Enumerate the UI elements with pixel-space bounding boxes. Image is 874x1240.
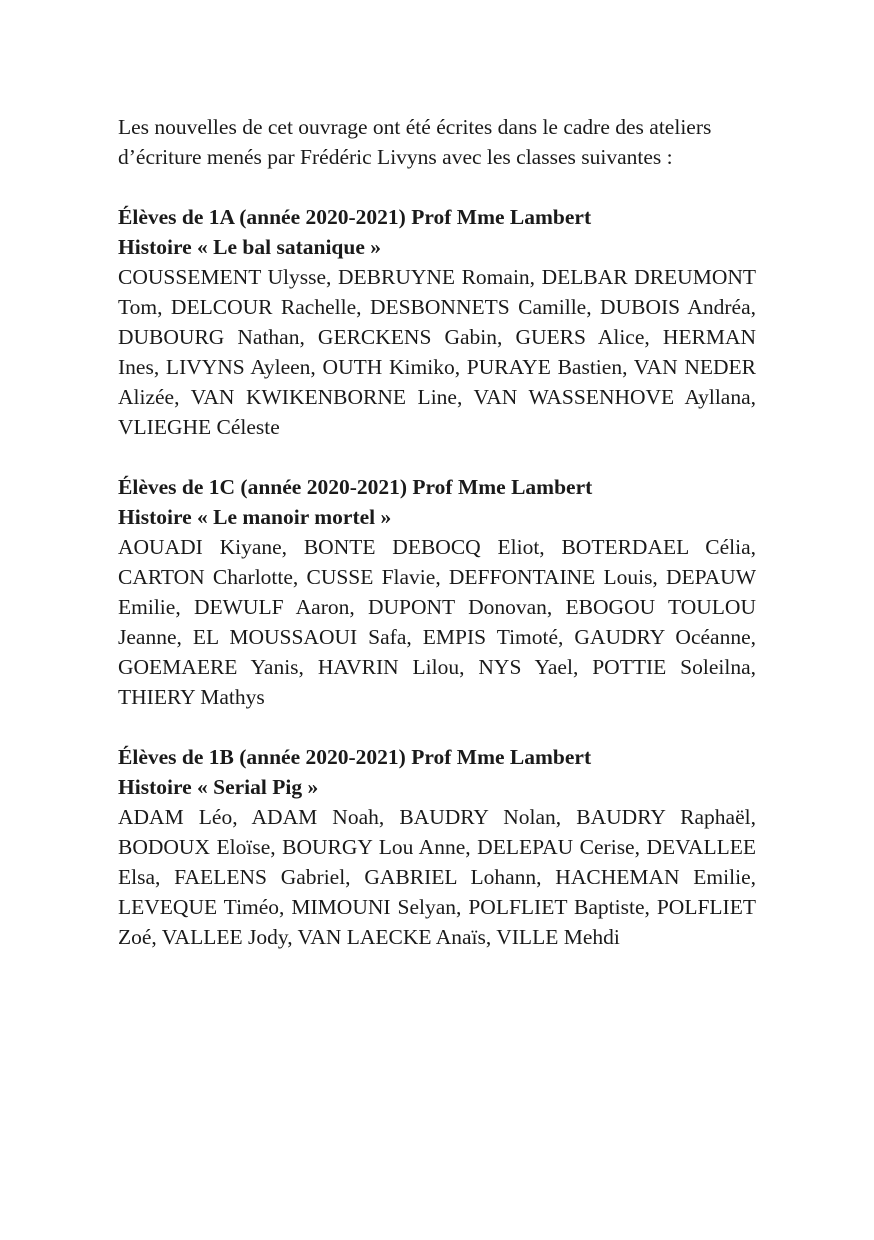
class-section-1a [118,202,756,442]
section-heading: Élèves de 1C (année 2020-2021) Prof Mme Lambert [118,475,593,499]
intro-paragraph: Les nouvelles de cet ouvrage ont été écrites dans le cadre des ateliers d’écriture menés par Frédéric Livyns avec les classes suivantes : [118,115,712,169]
section-heading: Élèves de 1A (année 2020-2021) Prof Mme Lambert [118,205,592,229]
class-section-1c [118,472,756,712]
section-heading: Élèves de 1B (année 2020-2021) Prof Mme Lambert [118,745,592,769]
student-names: ADAM Léo, ADAM Noah, BAUDRY Nolan, BAUDRY Raphaël, BODOUX Eloïse, BOURGY Lou Anne, DELEPAU Cerise, DEVALLEE Elsa, FAELENS Gabriel, GABRIEL Lohann, HACHEMAN Emilie, LEVEQUE Timéo, MIMOUNI Selyan, POLFLIET Baptiste, POLFLIET Zoé, VALLEE Jody, VAN LAECKE Anaïs, VILLE Mehdi [118,805,756,949]
document-page [118,112,756,982]
student-names: COUSSEMENT Ulysse, DEBRUYNE Romain, DELBAR DREUMONT Tom, DELCOUR Rachelle, DESBONNETS Camille, DUBOIS Andréa, DUBOURG Nathan, GERCKENS Gabin, GUERS Alice, HERMAN Ines, LIVYNS Ayleen, OUTH Kimiko, PURAYE Bastien, VAN NEDER Alizée, VAN KWIKENBORNE Line, VAN WASSENHOVE Ayllana, VLIEGHE Céleste [118,265,756,439]
section-story-title: Histoire « Le bal satanique » [118,235,381,259]
student-names: AOUADI Kiyane, BONTE DEBOCQ Eliot, BOTERDAEL Célia, CARTON Charlotte, CUSSE Flavie, DEFFONTAINE Louis, DEPAUW Emilie, DEWULF Aaron, DUPONT Donovan, EBOGOU TOULOU Jeanne, EL MOUSSAOUI Safa, EMPIS Timoté, GAUDRY Océanne, GOEMAERE Yanis, HAVRIN Lilou, NYS Yael, POTTIE Soleilna, THIERY Mathys [118,535,756,709]
class-section-1b [118,742,756,952]
section-story-title: Histoire « Le manoir mortel » [118,505,392,529]
section-story-title: Histoire « Serial Pig » [118,775,319,799]
